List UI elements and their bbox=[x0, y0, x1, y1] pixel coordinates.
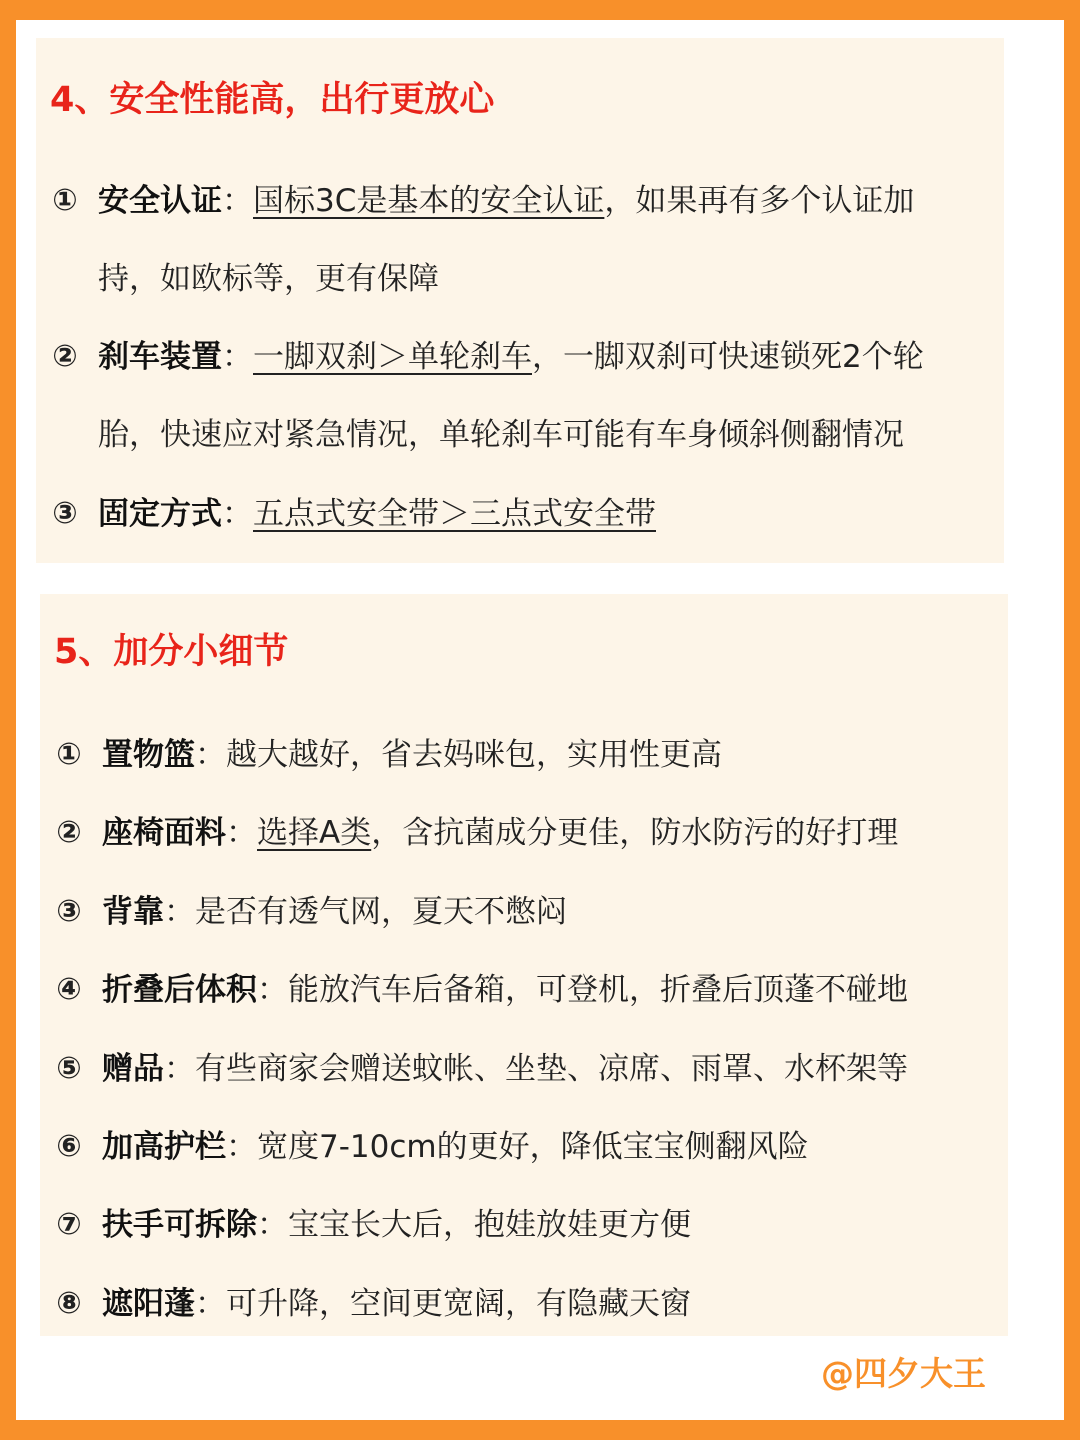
item-underlined-text: 一脚双刹＞单轮刹车 bbox=[253, 339, 532, 375]
item-number: ⑥ bbox=[56, 1129, 82, 1164]
item-number: ② bbox=[56, 815, 82, 850]
item-text bbox=[102, 794, 978, 872]
item-text bbox=[102, 1030, 978, 1108]
section-heading-safety: 4、安全性能高，出行更放心 bbox=[50, 80, 495, 120]
item-text bbox=[102, 1108, 978, 1186]
item-separator: ： bbox=[195, 1286, 226, 1322]
item-separator: ： bbox=[195, 737, 226, 773]
item-description: 宝宝长大后，抱娃放娃更方便 bbox=[288, 1207, 691, 1243]
item-label: 背靠 bbox=[102, 894, 164, 930]
item-underlined-text: 五点式安全带＞三点式安全带 bbox=[253, 496, 656, 532]
item-number: ⑧ bbox=[56, 1286, 82, 1321]
item-number: ④ bbox=[56, 972, 82, 1007]
item-number: ⑤ bbox=[56, 1051, 82, 1086]
item-description: 有些商家会赠送蚊帐、坐垫、凉席、雨罩、水杯架等 bbox=[195, 1051, 908, 1087]
item-number: ③ bbox=[52, 496, 78, 531]
item-label: 安全认证 bbox=[98, 183, 222, 219]
item-text bbox=[102, 951, 978, 1029]
item-text bbox=[102, 716, 978, 794]
item-text bbox=[102, 873, 978, 951]
item-number: ③ bbox=[56, 894, 82, 929]
item-label: 赠品 bbox=[102, 1051, 164, 1087]
item-label: 置物篮 bbox=[102, 737, 195, 773]
item-separator: ： bbox=[164, 894, 195, 930]
item-description: ，一脚双刹可快速锁死2个轮胎，快速应对紧急情况，单轮刹车可能有车身倾斜侧翻情况 bbox=[98, 339, 924, 453]
item-description: 能放汽车后备箱，可登机，折叠后顶蓬不碰地 bbox=[288, 972, 908, 1008]
item-text bbox=[102, 1265, 978, 1343]
item-description: 是否有透气网，夏天不憋闷 bbox=[195, 894, 567, 930]
safety-section-card bbox=[36, 38, 1004, 563]
item-number: ① bbox=[56, 737, 82, 772]
item-underlined-text: 选择A类 bbox=[257, 815, 372, 851]
item-text bbox=[98, 162, 974, 318]
item-label: 扶手可拆除 bbox=[102, 1207, 257, 1243]
details-section-card bbox=[40, 594, 1008, 1336]
item-separator: ： bbox=[257, 1207, 288, 1243]
item-underlined-text: 国标3C是基本的安全认证 bbox=[253, 183, 605, 219]
item-description: ，如果再有多个认证加持，如欧标等，更有保障 bbox=[98, 183, 915, 297]
item-label: 折叠后体积 bbox=[102, 972, 257, 1008]
item-label: 刹车装置 bbox=[98, 339, 222, 375]
item-separator: ： bbox=[257, 972, 288, 1008]
item-label: 遮阳蓬 bbox=[102, 1286, 195, 1322]
item-separator: ： bbox=[164, 1051, 195, 1087]
item-label: 固定方式 bbox=[98, 496, 222, 532]
section-heading-details: 5、加分小细节 bbox=[54, 632, 289, 672]
item-separator: ： bbox=[222, 339, 253, 375]
item-separator: ： bbox=[222, 496, 253, 532]
item-text bbox=[98, 318, 974, 474]
item-separator: ： bbox=[226, 1129, 257, 1165]
item-separator: ： bbox=[226, 815, 257, 851]
item-label: 加高护栏 bbox=[102, 1129, 226, 1165]
item-description: 越大越好，省去妈咪包，实用性更高 bbox=[226, 737, 722, 773]
item-separator: ： bbox=[222, 183, 253, 219]
item-description: ，含抗菌成分更佳，防水防污的好打理 bbox=[371, 815, 899, 851]
item-description: 宽度7-10cm的更好，降低宝宝侧翻风险 bbox=[257, 1129, 809, 1165]
item-description: 可升降，空间更宽阔，有隐藏天窗 bbox=[226, 1286, 691, 1322]
item-number: ① bbox=[52, 183, 78, 218]
item-label: 座椅面料 bbox=[102, 815, 226, 851]
item-text bbox=[98, 475, 974, 553]
author-watermark: @四夕大王 bbox=[821, 1354, 986, 1393]
item-number: ⑦ bbox=[56, 1207, 82, 1242]
item-text bbox=[102, 1186, 978, 1264]
item-number: ② bbox=[52, 339, 78, 374]
